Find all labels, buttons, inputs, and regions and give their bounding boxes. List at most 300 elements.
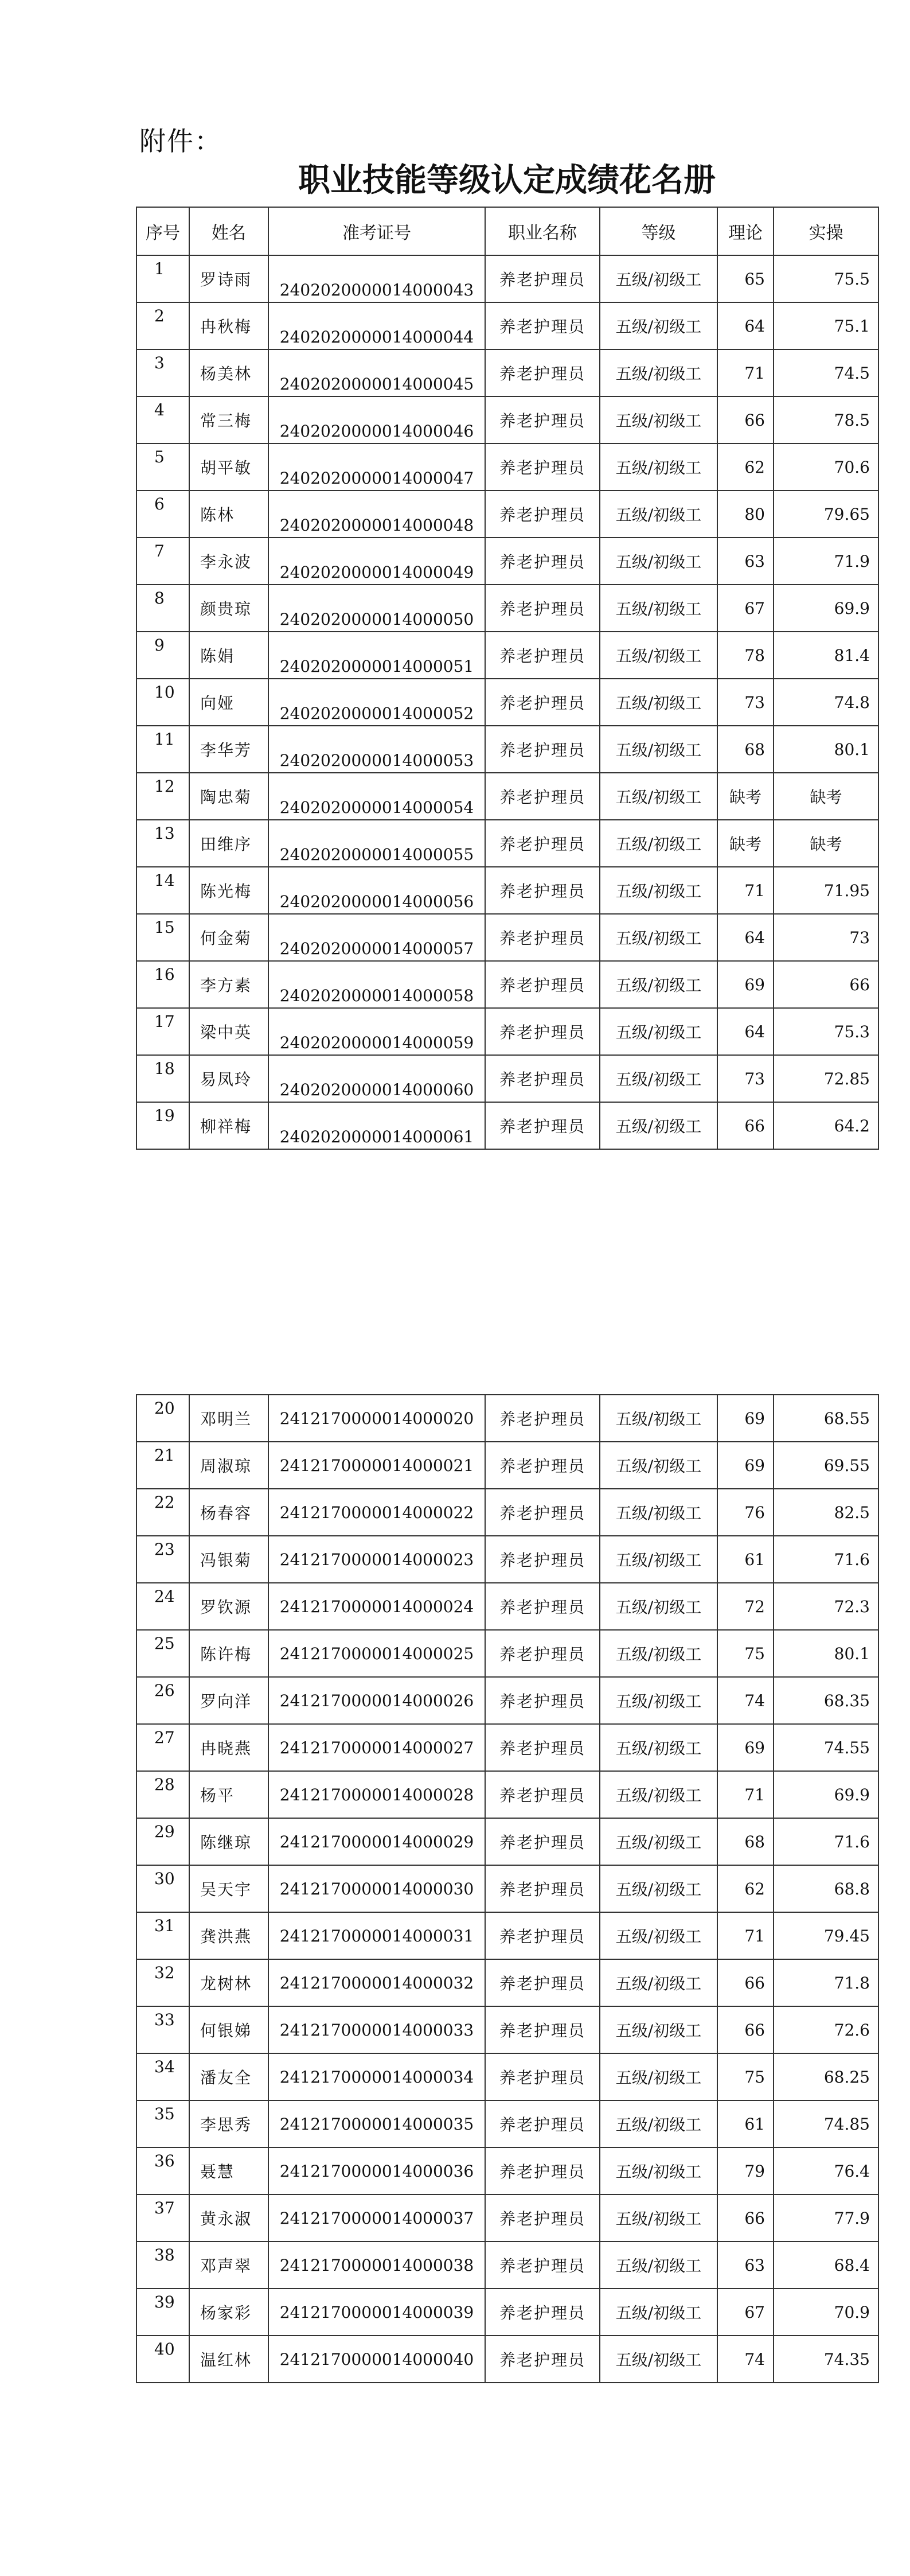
cell-theory-score: 72: [717, 1583, 774, 1630]
cell-occupation: 养老护理员: [485, 1677, 600, 1724]
cell-exam-id: 2402020000014000050: [268, 585, 485, 632]
cell-occupation: 养老护理员: [485, 914, 600, 961]
cell-name: 邓声翠: [189, 2242, 268, 2289]
cell-name: 梁中英: [189, 1008, 268, 1055]
cell-exam-id: 2402020000014000057: [268, 914, 485, 961]
cell-occupation: 养老护理员: [485, 2100, 600, 2147]
cell-exam-id: 2412170000014000027: [268, 1724, 485, 1771]
cell-level: 五级/初级工: [600, 2242, 717, 2289]
cell-serial-no: 30: [136, 1865, 189, 1912]
cell-occupation: 养老护理员: [485, 1442, 600, 1489]
cell-level: 五级/初级工: [600, 585, 717, 632]
cell-practical-score: 71.8: [774, 1959, 878, 2006]
cell-occupation: 养老护理员: [485, 443, 600, 491]
cell-exam-id: 2402020000014000058: [268, 961, 485, 1008]
table-row: [136, 726, 878, 773]
cell-theory-score: 79: [717, 2147, 774, 2194]
cell-serial-no: 37: [136, 2194, 189, 2242]
cell-practical-score: 71.95: [774, 867, 878, 914]
cell-exam-id: 2412170000014000023: [268, 1536, 485, 1583]
cell-serial-no: 26: [136, 1677, 189, 1724]
cell-level: 五级/初级工: [600, 961, 717, 1008]
cell-theory-score: 66: [717, 1102, 774, 1149]
cell-theory-score: 61: [717, 1536, 774, 1583]
cell-name: 李思秀: [189, 2100, 268, 2147]
cell-theory-score: 71: [717, 867, 774, 914]
cell-level: 五级/初级工: [600, 1724, 717, 1771]
cell-occupation: 养老护理员: [485, 2336, 600, 2383]
cell-exam-id: 2412170000014000030: [268, 1865, 485, 1912]
cell-serial-no: 6: [136, 491, 189, 538]
cell-practical-score: 74.35: [774, 2336, 878, 2383]
cell-theory-score: 61: [717, 2100, 774, 2147]
attachment-label: 附件：: [139, 126, 222, 157]
cell-exam-id: 2402020000014000054: [268, 773, 485, 820]
cell-name: 龙树林: [189, 1959, 268, 2006]
table-row: [136, 1395, 878, 1442]
cell-name: 陈林: [189, 491, 268, 538]
cell-exam-id: 2412170000014000025: [268, 1630, 485, 1677]
cell-name: 常三梅: [189, 396, 268, 443]
cell-serial-no: 13: [136, 820, 189, 867]
cell-serial-no: 36: [136, 2147, 189, 2194]
cell-exam-id: 2412170000014000028: [268, 1771, 485, 1818]
cell-occupation: 养老护理员: [485, 820, 600, 867]
cell-exam-id: 2412170000014000040: [268, 2336, 485, 2383]
table-1-body: [136, 255, 878, 1149]
table-row: [136, 1677, 878, 1724]
header-theory: 理论: [717, 207, 774, 255]
cell-theory-score: 75: [717, 2053, 774, 2100]
cell-practical-score: 73: [774, 914, 878, 961]
table-2-body: [136, 1395, 878, 2383]
cell-occupation: 养老护理员: [485, 585, 600, 632]
cell-serial-no: 38: [136, 2242, 189, 2289]
cell-theory-score: 78: [717, 632, 774, 679]
cell-practical-score: 76.4: [774, 2147, 878, 2194]
cell-serial-no: 10: [136, 679, 189, 726]
table-row: [136, 491, 878, 538]
cell-theory-score: 62: [717, 443, 774, 491]
cell-practical-score: 70.9: [774, 2289, 878, 2336]
cell-theory-score: 73: [717, 1055, 774, 1102]
cell-exam-id: 2412170000014000031: [268, 1912, 485, 1959]
table-row: [136, 538, 878, 585]
cell-name: 潘友全: [189, 2053, 268, 2100]
cell-name: 田维序: [189, 820, 268, 867]
cell-name: 陈光梅: [189, 867, 268, 914]
cell-level: 五级/初级工: [600, 2194, 717, 2242]
cell-exam-id: 2402020000014000060: [268, 1055, 485, 1102]
cell-serial-no: 27: [136, 1724, 189, 1771]
cell-theory-score: 64: [717, 302, 774, 349]
table-row: [136, 349, 878, 396]
cell-level: 五级/初级工: [600, 1055, 717, 1102]
table-row: [136, 1489, 878, 1536]
cell-occupation: 养老护理员: [485, 1630, 600, 1677]
cell-serial-no: 20: [136, 1395, 189, 1442]
table-row: [136, 2053, 878, 2100]
cell-occupation: 养老护理员: [485, 726, 600, 773]
cell-level: 五级/初级工: [600, 1489, 717, 1536]
cell-level: 五级/初级工: [600, 2006, 717, 2053]
cell-theory-score: 64: [717, 914, 774, 961]
cell-exam-id: 2402020000014000048: [268, 491, 485, 538]
cell-occupation: 养老护理员: [485, 1771, 600, 1818]
cell-practical-score: 75.1: [774, 302, 878, 349]
cell-occupation: 养老护理员: [485, 1583, 600, 1630]
cell-occupation: 养老护理员: [485, 1818, 600, 1865]
cell-practical-score: 69.55: [774, 1442, 878, 1489]
cell-level: 五级/初级工: [600, 1865, 717, 1912]
cell-theory-score: 63: [717, 538, 774, 585]
cell-exam-id: 2412170000014000035: [268, 2100, 485, 2147]
cell-exam-id: 2402020000014000043: [268, 255, 485, 302]
cell-practical-score: 69.9: [774, 585, 878, 632]
table-row: [136, 1442, 878, 1489]
cell-occupation: 养老护理员: [485, 1724, 600, 1771]
cell-occupation: 养老护理员: [485, 302, 600, 349]
cell-name: 杨家彩: [189, 2289, 268, 2336]
cell-level: 五级/初级工: [600, 2147, 717, 2194]
cell-practical-score: 82.5: [774, 1489, 878, 1536]
cell-level: 五级/初级工: [600, 443, 717, 491]
roster-table-2: [136, 1394, 879, 2383]
cell-exam-id: 2412170000014000029: [268, 1818, 485, 1865]
cell-name: 罗钦源: [189, 1583, 268, 1630]
cell-level: 五级/初级工: [600, 773, 717, 820]
cell-serial-no: 29: [136, 1818, 189, 1865]
cell-level: 五级/初级工: [600, 1630, 717, 1677]
table-row: [136, 443, 878, 491]
cell-serial-no: 17: [136, 1008, 189, 1055]
cell-theory-score: 缺考: [717, 820, 774, 867]
cell-practical-score: 75.3: [774, 1008, 878, 1055]
header-level: 等级: [600, 207, 717, 255]
cell-level: 五级/初级工: [600, 679, 717, 726]
cell-practical-score: 71.6: [774, 1818, 878, 1865]
table-row: [136, 820, 878, 867]
document-title: 职业技能等级认定成绩花名册: [298, 162, 716, 199]
header-occupation: 职业名称: [485, 207, 600, 255]
cell-practical-score: 64.2: [774, 1102, 878, 1149]
cell-name: 李永波: [189, 538, 268, 585]
cell-practical-score: 72.3: [774, 1583, 878, 1630]
roster-table-1: [136, 207, 879, 1150]
cell-theory-score: 66: [717, 2006, 774, 2053]
cell-exam-id: 2402020000014000044: [268, 302, 485, 349]
cell-level: 五级/初级工: [600, 2100, 717, 2147]
cell-exam-id: 2412170000014000038: [268, 2242, 485, 2289]
cell-serial-no: 5: [136, 443, 189, 491]
cell-level: 五级/初级工: [600, 1442, 717, 1489]
cell-name: 柳祥梅: [189, 1102, 268, 1149]
cell-name: 杨美林: [189, 349, 268, 396]
cell-serial-no: 23: [136, 1536, 189, 1583]
table-row: [136, 773, 878, 820]
cell-practical-score: 80.1: [774, 726, 878, 773]
cell-occupation: 养老护理员: [485, 1055, 600, 1102]
cell-theory-score: 68: [717, 1818, 774, 1865]
cell-serial-no: 22: [136, 1489, 189, 1536]
cell-serial-no: 32: [136, 1959, 189, 2006]
cell-exam-id: 2402020000014000052: [268, 679, 485, 726]
table-row: [136, 2336, 878, 2383]
cell-occupation: 养老护理员: [485, 1912, 600, 1959]
cell-practical-score: 74.55: [774, 1724, 878, 1771]
cell-practical-score: 68.35: [774, 1677, 878, 1724]
cell-theory-score: 75: [717, 1630, 774, 1677]
cell-level: 五级/初级工: [600, 1008, 717, 1055]
cell-practical-score: 缺考: [774, 773, 878, 820]
table-row: [136, 585, 878, 632]
table-row: [136, 961, 878, 1008]
cell-serial-no: 8: [136, 585, 189, 632]
cell-exam-id: 2402020000014000049: [268, 538, 485, 585]
table-row: [136, 1536, 878, 1583]
cell-level: 五级/初级工: [600, 632, 717, 679]
table-row: [136, 867, 878, 914]
cell-occupation: 养老护理员: [485, 1959, 600, 2006]
cell-practical-score: 72.85: [774, 1055, 878, 1102]
cell-serial-no: 34: [136, 2053, 189, 2100]
cell-name: 陶忠菊: [189, 773, 268, 820]
cell-occupation: 养老护理员: [485, 2053, 600, 2100]
cell-practical-score: 79.45: [774, 1912, 878, 1959]
table-row: [136, 679, 878, 726]
cell-name: 冯银菊: [189, 1536, 268, 1583]
cell-name: 冉晓燕: [189, 1724, 268, 1771]
cell-level: 五级/初级工: [600, 1536, 717, 1583]
cell-level: 五级/初级工: [600, 491, 717, 538]
table-row: [136, 632, 878, 679]
cell-exam-id: 2412170000014000032: [268, 1959, 485, 2006]
table-row: [136, 1865, 878, 1912]
cell-theory-score: 66: [717, 1959, 774, 2006]
cell-theory-score: 69: [717, 961, 774, 1008]
cell-practical-score: 74.5: [774, 349, 878, 396]
cell-occupation: 养老护理员: [485, 1865, 600, 1912]
table-row: [136, 1102, 878, 1149]
header-practical: 实操: [774, 207, 878, 255]
cell-practical-score: 71.6: [774, 1536, 878, 1583]
cell-serial-no: 7: [136, 538, 189, 585]
cell-serial-no: 3: [136, 349, 189, 396]
cell-name: 罗诗雨: [189, 255, 268, 302]
cell-exam-id: 2402020000014000059: [268, 1008, 485, 1055]
table-row: [136, 2100, 878, 2147]
cell-practical-score: 80.1: [774, 1630, 878, 1677]
cell-name: 陈继琼: [189, 1818, 268, 1865]
cell-name: 颜贵琼: [189, 585, 268, 632]
cell-name: 聂慧: [189, 2147, 268, 2194]
cell-theory-score: 缺考: [717, 773, 774, 820]
table-row: [136, 1630, 878, 1677]
cell-exam-id: 2402020000014000053: [268, 726, 485, 773]
cell-occupation: 养老护理员: [485, 2242, 600, 2289]
cell-occupation: 养老护理员: [485, 349, 600, 396]
cell-name: 周淑琼: [189, 1442, 268, 1489]
cell-exam-id: 2402020000014000055: [268, 820, 485, 867]
cell-exam-id: 2412170000014000033: [268, 2006, 485, 2053]
cell-practical-score: 68.25: [774, 2053, 878, 2100]
table-row: [136, 255, 878, 302]
cell-theory-score: 67: [717, 2289, 774, 2336]
table-row: [136, 1959, 878, 2006]
cell-level: 五级/初级工: [600, 1959, 717, 2006]
cell-practical-score: 75.5: [774, 255, 878, 302]
cell-occupation: 养老护理员: [485, 255, 600, 302]
cell-exam-id: 2402020000014000046: [268, 396, 485, 443]
cell-exam-id: 2412170000014000020: [268, 1395, 485, 1442]
table-header-row: [136, 207, 878, 255]
cell-practical-score: 78.5: [774, 396, 878, 443]
cell-name: 冉秋梅: [189, 302, 268, 349]
cell-practical-score: 79.65: [774, 491, 878, 538]
table-row: [136, 1583, 878, 1630]
cell-practical-score: 71.9: [774, 538, 878, 585]
cell-serial-no: 35: [136, 2100, 189, 2147]
cell-occupation: 养老护理员: [485, 1536, 600, 1583]
cell-name: 杨平: [189, 1771, 268, 1818]
cell-occupation: 养老护理员: [485, 773, 600, 820]
cell-practical-score: 72.6: [774, 2006, 878, 2053]
cell-theory-score: 80: [717, 491, 774, 538]
cell-serial-no: 18: [136, 1055, 189, 1102]
table-row: [136, 2289, 878, 2336]
cell-serial-no: 28: [136, 1771, 189, 1818]
cell-theory-score: 74: [717, 1677, 774, 1724]
cell-occupation: 养老护理员: [485, 1395, 600, 1442]
cell-exam-id: 2402020000014000061: [268, 1102, 485, 1149]
cell-theory-score: 66: [717, 396, 774, 443]
cell-theory-score: 66: [717, 2194, 774, 2242]
cell-occupation: 养老护理员: [485, 491, 600, 538]
table-row: [136, 1818, 878, 1865]
cell-level: 五级/初级工: [600, 349, 717, 396]
cell-practical-score: 缺考: [774, 820, 878, 867]
cell-exam-id: 2412170000014000036: [268, 2147, 485, 2194]
cell-name: 李华芳: [189, 726, 268, 773]
cell-level: 五级/初级工: [600, 1771, 717, 1818]
cell-level: 五级/初级工: [600, 396, 717, 443]
cell-serial-no: 2: [136, 302, 189, 349]
cell-serial-no: 40: [136, 2336, 189, 2383]
cell-serial-no: 1: [136, 255, 189, 302]
cell-theory-score: 74: [717, 2336, 774, 2383]
cell-name: 吴天宇: [189, 1865, 268, 1912]
cell-level: 五级/初级工: [600, 867, 717, 914]
cell-serial-no: 24: [136, 1583, 189, 1630]
cell-name: 杨春容: [189, 1489, 268, 1536]
cell-level: 五级/初级工: [600, 2289, 717, 2336]
cell-practical-score: 69.9: [774, 1771, 878, 1818]
cell-theory-score: 71: [717, 349, 774, 396]
cell-name: 何银娣: [189, 2006, 268, 2053]
cell-name: 陈娟: [189, 632, 268, 679]
cell-level: 五级/初级工: [600, 1395, 717, 1442]
cell-occupation: 养老护理员: [485, 867, 600, 914]
cell-exam-id: 2412170000014000026: [268, 1677, 485, 1724]
cell-level: 五级/初级工: [600, 2053, 717, 2100]
cell-level: 五级/初级工: [600, 302, 717, 349]
cell-occupation: 养老护理员: [485, 2194, 600, 2242]
table-row: [136, 1055, 878, 1102]
cell-name: 黄永淑: [189, 2194, 268, 2242]
cell-theory-score: 69: [717, 1395, 774, 1442]
cell-exam-id: 2412170000014000022: [268, 1489, 485, 1536]
table-row: [136, 2006, 878, 2053]
table-row: [136, 1008, 878, 1055]
cell-occupation: 养老护理员: [485, 1489, 600, 1536]
cell-occupation: 养老护理员: [485, 679, 600, 726]
header-exam-id: 准考证号: [268, 207, 485, 255]
cell-practical-score: 68.55: [774, 1395, 878, 1442]
table-row: [136, 2147, 878, 2194]
cell-name: 陈许梅: [189, 1630, 268, 1677]
cell-name: 胡平敏: [189, 443, 268, 491]
cell-level: 五级/初级工: [600, 1818, 717, 1865]
cell-theory-score: 69: [717, 1442, 774, 1489]
cell-occupation: 养老护理员: [485, 2289, 600, 2336]
table-row: [136, 1724, 878, 1771]
cell-serial-no: 25: [136, 1630, 189, 1677]
cell-level: 五级/初级工: [600, 914, 717, 961]
cell-theory-score: 67: [717, 585, 774, 632]
cell-practical-score: 68.4: [774, 2242, 878, 2289]
cell-occupation: 养老护理员: [485, 1102, 600, 1149]
cell-name: 罗向洋: [189, 1677, 268, 1724]
cell-name: 温红林: [189, 2336, 268, 2383]
cell-level: 五级/初级工: [600, 2336, 717, 2383]
cell-theory-score: 65: [717, 255, 774, 302]
cell-serial-no: 14: [136, 867, 189, 914]
cell-practical-score: 70.6: [774, 443, 878, 491]
cell-name: 龚洪燕: [189, 1912, 268, 1959]
cell-exam-id: 2402020000014000047: [268, 443, 485, 491]
cell-serial-no: 9: [136, 632, 189, 679]
cell-practical-score: 74.85: [774, 2100, 878, 2147]
cell-name: 邓明兰: [189, 1395, 268, 1442]
header-name: 姓名: [189, 207, 268, 255]
cell-level: 五级/初级工: [600, 1102, 717, 1149]
cell-level: 五级/初级工: [600, 1912, 717, 1959]
cell-level: 五级/初级工: [600, 1677, 717, 1724]
cell-serial-no: 19: [136, 1102, 189, 1149]
cell-serial-no: 39: [136, 2289, 189, 2336]
table-row: [136, 2242, 878, 2289]
cell-occupation: 养老护理员: [485, 1008, 600, 1055]
cell-occupation: 养老护理员: [485, 2006, 600, 2053]
cell-name: 李方素: [189, 961, 268, 1008]
cell-serial-no: 15: [136, 914, 189, 961]
cell-practical-score: 81.4: [774, 632, 878, 679]
cell-theory-score: 71: [717, 1912, 774, 1959]
cell-theory-score: 68: [717, 726, 774, 773]
cell-theory-score: 64: [717, 1008, 774, 1055]
cell-level: 五级/初级工: [600, 1583, 717, 1630]
cell-name: 何金菊: [189, 914, 268, 961]
cell-occupation: 养老护理员: [485, 961, 600, 1008]
cell-theory-score: 76: [717, 1489, 774, 1536]
cell-theory-score: 63: [717, 2242, 774, 2289]
cell-occupation: 养老护理员: [485, 2147, 600, 2194]
cell-level: 五级/初级工: [600, 538, 717, 585]
cell-practical-score: 74.8: [774, 679, 878, 726]
cell-exam-id: 2402020000014000045: [268, 349, 485, 396]
cell-name: 易凤玲: [189, 1055, 268, 1102]
cell-serial-no: 16: [136, 961, 189, 1008]
